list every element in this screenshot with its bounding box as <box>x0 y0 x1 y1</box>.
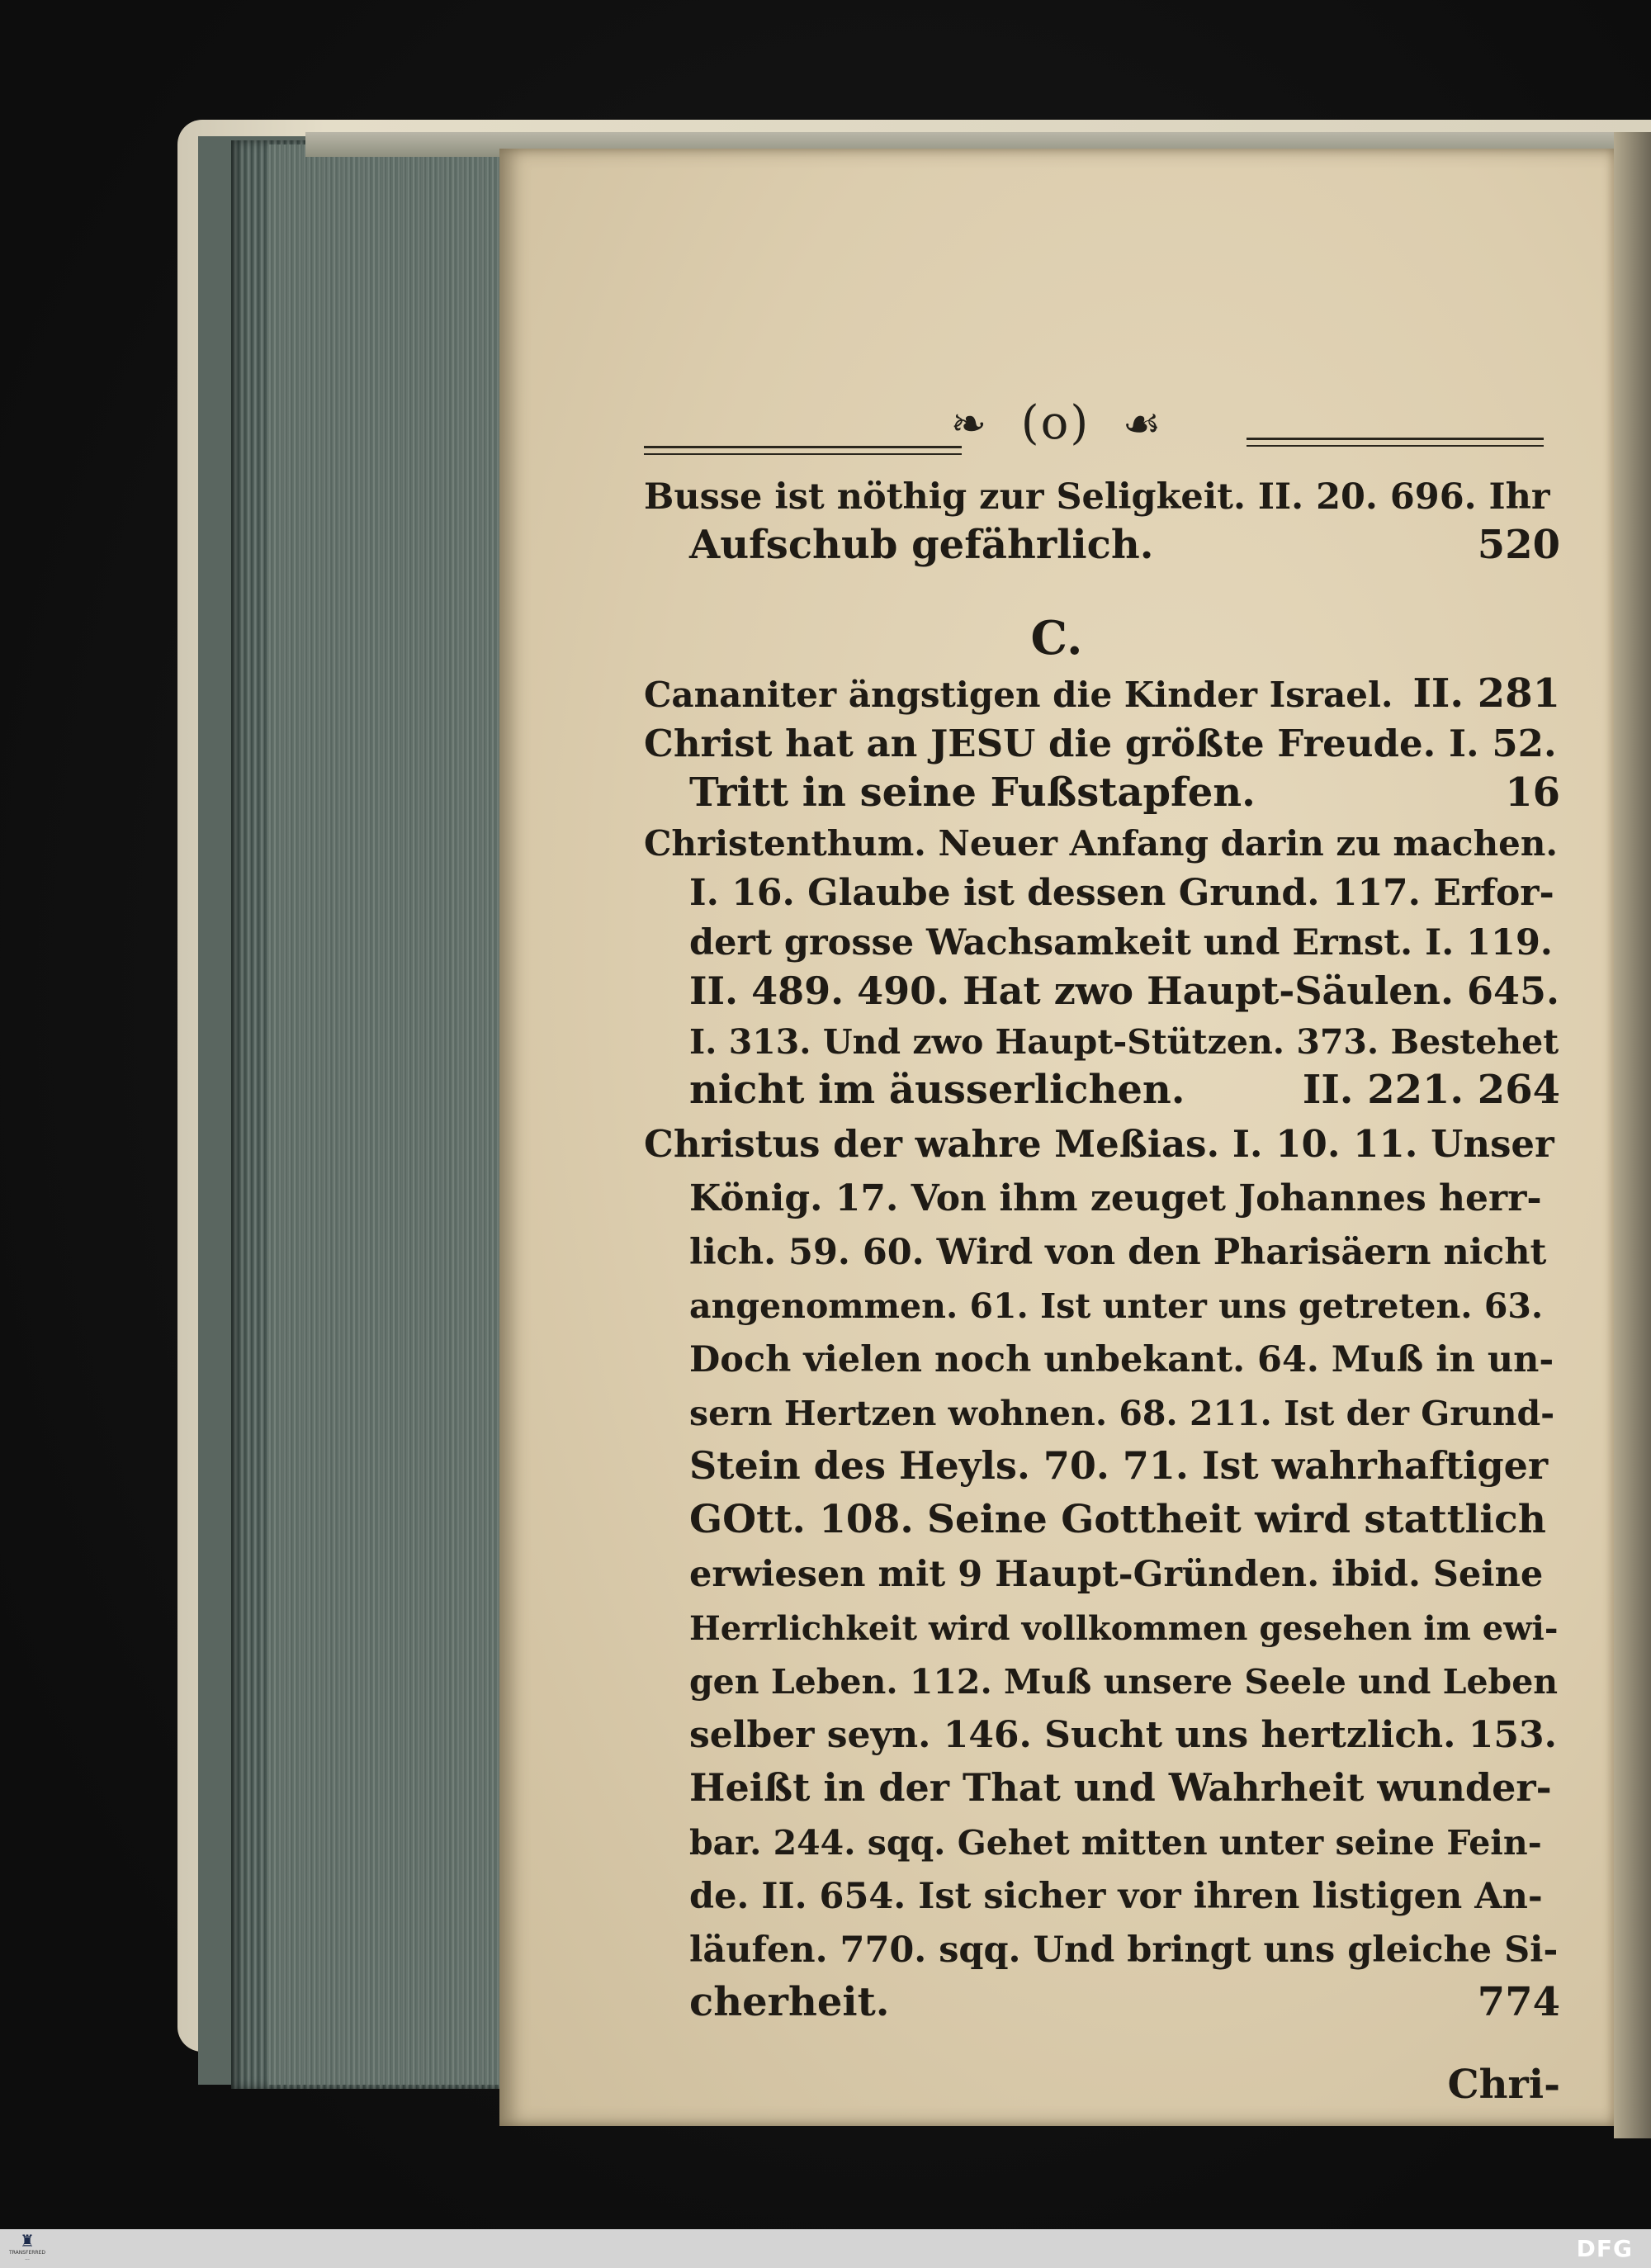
index-line-text: I. 16. Glaube ist dessen Grund. 117. Erfor- <box>689 872 1554 914</box>
viewer-footer <box>0 2229 1651 2268</box>
index-line <box>689 1387 1560 1437</box>
index-line <box>644 471 1560 520</box>
index-page-ref: II. 221. 264 <box>1302 1067 1560 1113</box>
index-line <box>689 1016 1560 1065</box>
index-line <box>689 1763 1560 1812</box>
library-logo <box>7 2232 48 2265</box>
index-line-text: bar. 244. sqq. Gehet mitten unter seine Fein- <box>689 1823 1542 1863</box>
index-line-text: nicht im äusserlichen. <box>689 1067 1185 1113</box>
catchword-line <box>644 2060 1560 2109</box>
index-line <box>644 718 1560 768</box>
index-line-text: I. 313. Und zwo Haupt-Stützen. 373. Bestehet <box>689 1022 1559 1062</box>
index-line-text: Doch vielen noch unbekant. 64. Muß in un- <box>689 1339 1554 1380</box>
index-line <box>689 1226 1560 1276</box>
index-line <box>689 1870 1560 1920</box>
index-line <box>689 966 1560 1016</box>
index-line-text: Christus der wahre Meßias. I. 10. 11. Unser <box>644 1122 1554 1166</box>
right-ornament-icon: ☙ <box>1122 400 1163 449</box>
index-line-text: Aufschub gefährlich. <box>689 522 1154 568</box>
page-edges-inner <box>268 144 508 2085</box>
index-line-text: angenommen. 61. Ist unter uns getreten. 63. <box>689 1286 1544 1326</box>
index-line-text: Christ hat an JESU die größte Freude. I. 52. <box>644 722 1557 765</box>
index-line-text: Herrlichkeit wird vollkommen gesehen im ewi- <box>689 1609 1559 1648</box>
index-line-text: GOtt. 108. Seine Gottheit wird stattlich <box>689 1497 1546 1542</box>
index-page-ref: 774 <box>1477 1979 1560 2025</box>
index-line-text: Stein des Heyls. 70. 71. Ist wahrhaftiger <box>689 1443 1549 1488</box>
index-line-text: II. 489. 490. Hat zwo Haupt-Säulen. 645. <box>689 968 1560 1013</box>
header-rule-left <box>644 446 962 455</box>
index-line <box>644 817 1560 867</box>
index-line <box>689 1172 1560 1222</box>
left-ornament-icon: ❧ <box>950 400 989 449</box>
index-line-text: dert grosse Wachsamkeit und Ernst. I. 119. <box>689 922 1553 964</box>
index-line <box>689 1333 1560 1383</box>
dfg-logo: DFG <box>1576 2235 1633 2262</box>
index-line <box>689 1924 1560 1973</box>
index-line <box>689 1655 1560 1705</box>
index-line-text: Tritt in seine Fußstapfen. <box>689 769 1256 816</box>
index-line-text: cherheit. <box>689 1979 890 2025</box>
header-rule-right <box>1247 438 1544 447</box>
index-line <box>689 1280 1560 1329</box>
index-line <box>689 768 1560 817</box>
index-line <box>689 1494 1560 1544</box>
index-line-text: sern Hertzen wohnen. 68. 211. Ist der Grund- <box>689 1394 1555 1433</box>
index-line <box>689 1065 1560 1115</box>
index-line <box>689 1602 1560 1651</box>
index-line <box>689 1709 1560 1759</box>
right-page-strip <box>1614 132 1651 2138</box>
index-line <box>644 669 1560 718</box>
index-line-text: lich. 59. 60. Wird von den Pharisäern nicht <box>689 1232 1547 1273</box>
index-line-text: Cananiter ängstigen die Kinder Israel. <box>644 675 1393 715</box>
section-letter: C. <box>1030 611 1083 665</box>
index-line <box>689 520 1560 570</box>
index-line-text: erwiesen mit 9 Haupt-Gründen. ibid. Seine <box>689 1554 1544 1595</box>
library-logo-icon: ♜ <box>20 2231 35 2251</box>
index-page-ref: 16 <box>1505 769 1560 816</box>
index-line-text: König. 17. Von ihm zeuget Johannes herr- <box>689 1177 1542 1219</box>
index-line-text: Heißt in der That und Wahrheit wunder- <box>689 1765 1552 1810</box>
index-line <box>689 916 1560 966</box>
page-header-number: (o) <box>1020 396 1090 450</box>
index-line <box>689 1977 1560 2027</box>
book-page <box>499 149 1614 2126</box>
index-line <box>689 1548 1560 1598</box>
index-line-text: Busse ist nöthig zur Seligkeit. II. 20. 696. Ihr <box>644 476 1550 518</box>
index-line <box>689 867 1560 916</box>
catchword: Chri- <box>1447 2062 1560 2108</box>
index-line <box>689 1441 1560 1490</box>
index-line-text: selber seyn. 146. Sucht uns hertzlich. 153. <box>689 1714 1557 1756</box>
index-line <box>644 1119 1560 1168</box>
index-line-text: Christenthum. Neuer Anfang darin zu machen. <box>644 823 1559 864</box>
index-page-ref: 520 <box>1477 522 1560 568</box>
index-line-text: läufen. 770. sqq. Und bringt uns gleiche Si- <box>689 1929 1559 1971</box>
index-line <box>689 1816 1560 1866</box>
index-page-ref: II. 281 <box>1412 670 1560 717</box>
index-line-text: gen Leben. 112. Muß unsere Seele und Leben <box>689 1662 1559 1702</box>
index-line-text: de. II. 654. Ist sicher vor ihren listigen An- <box>689 1876 1543 1917</box>
library-logo-text: TRANSFERRED ... <box>9 2250 45 2261</box>
